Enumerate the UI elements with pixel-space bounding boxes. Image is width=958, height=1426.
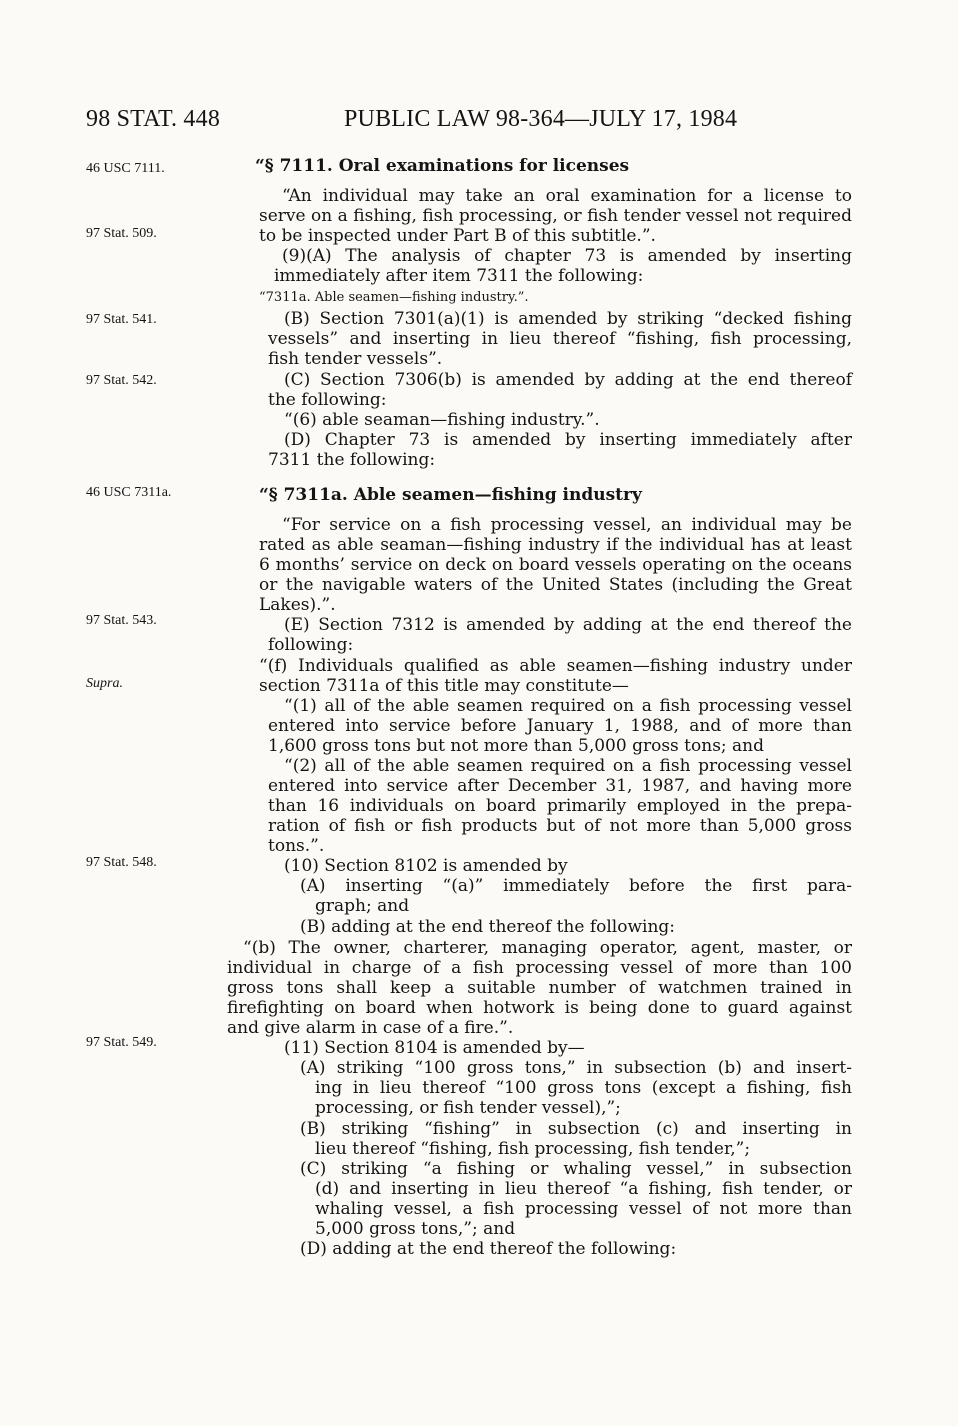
text-line: “(f) Individuals qualified as able seamen—fishing industry under [259, 656, 852, 676]
text-line: or the navigable waters of the United States (including the Great [259, 575, 852, 595]
text-line: “7311a. Able seamen—fishing industry.”. [259, 290, 529, 305]
text-line: (B) adding at the end thereof the following: [300, 917, 676, 937]
text-line: (D) adding at the end thereof the following: [300, 1239, 677, 1259]
text-line: (10) Section 8102 is amended by [284, 856, 568, 876]
section-heading: “§ 7311a. Able seamen—fishing industry [259, 485, 642, 505]
text-line: 6 months’ service on deck on board vessels operating on the oceans [259, 555, 852, 575]
text-line: “For service on a fish processing vessel, an individual may be [282, 515, 852, 535]
text-line: entered into service before January 1, 1988, and of more than [268, 716, 852, 736]
text-line: (D) Chapter 73 is amended by inserting immediately after [284, 430, 852, 450]
text-line: (A) striking “100 gross tons,” in subsection (b) and insert- [300, 1058, 852, 1078]
stat-page-number: 98 STAT. 448 [86, 106, 221, 132]
text-line: tons.”. [268, 836, 325, 856]
text-line: than 16 individuals on board primarily employed in the prepa- [268, 796, 852, 816]
text-line: “An individual may take an oral examination for a license to [282, 186, 852, 206]
text-line: vessels” and inserting in lieu thereof “fishing, fish processing, [268, 329, 852, 349]
text-line: (A) inserting “(a)” immediately before the first para- [300, 876, 852, 896]
text-line: individual in charge of a fish processing vessel of more than 100 [227, 958, 852, 978]
text-line: rated as able seaman—fishing industry if the individual has at least [259, 535, 852, 555]
margin-note: 97 Stat. 509. [86, 226, 157, 241]
text-line: the following: [268, 390, 387, 410]
text-line: Lakes).”. [259, 595, 336, 615]
text-line: entered into service after December 31, 1987, and having more [268, 776, 852, 796]
text-line: 7311 the following: [268, 450, 436, 470]
text-line: gross tons shall keep a suitable number of watchmen trained in [227, 978, 852, 998]
text-line: section 7311a of this title may constitute— [259, 676, 629, 696]
text-line: ing in lieu thereof “100 gross tons (except a fishing, fish [315, 1078, 852, 1098]
margin-note: 97 Stat. 548. [86, 855, 157, 870]
text-line: immediately after item 7311 the following: [274, 266, 644, 286]
margin-note: 97 Stat. 542. [86, 373, 157, 388]
section-heading: “§ 7111. Oral examinations for licenses [255, 156, 630, 176]
text-line: serve on a fishing, fish processing, or fish tender vessel not required [259, 206, 852, 226]
margin-note: 97 Stat. 541. [86, 312, 157, 327]
margin-note: Supra. [86, 676, 123, 691]
text-line: (B) striking “fishing” in subsection (c) and inserting in [300, 1119, 852, 1139]
text-line: (d) and inserting in lieu thereof “a fishing, fish tender, or [315, 1179, 852, 1199]
text-line: processing, or fish tender vessel),”; [315, 1098, 621, 1118]
text-line: and give alarm in case of a fire.”. [227, 1018, 514, 1038]
text-line: whaling vessel, a fish processing vessel of not more than [315, 1199, 852, 1219]
margin-note: 46 USC 7311a. [86, 485, 172, 500]
text-line: “(6) able seaman—fishing industry.”. [284, 410, 600, 430]
running-title: PUBLIC LAW 98-364—JULY 17, 1984 [344, 106, 738, 132]
text-line: to be inspected under Part B of this subtitle.”. [259, 226, 656, 246]
text-line: (B) Section 7301(a)(1) is amended by striking “decked fishing [284, 309, 852, 329]
text-line: graph; and [315, 896, 410, 916]
text-line: (C) Section 7306(b) is amended by adding at the end thereof [284, 370, 852, 390]
text-line: “(b) The owner, charterer, managing operator, agent, master, or [243, 938, 852, 958]
margin-note: 97 Stat. 549. [86, 1035, 157, 1050]
text-line: firefighting on board when hotwork is being done to guard against [227, 998, 852, 1018]
text-line: 5,000 gross tons,”; and [315, 1219, 516, 1239]
text-line: fish tender vessels”. [268, 349, 443, 369]
text-line: lieu thereof “fishing, fish processing, fish tender,”; [315, 1139, 751, 1159]
text-line: ration of fish or fish products but of not more than 5,000 gross [268, 816, 852, 836]
margin-note: 97 Stat. 543. [86, 613, 157, 628]
text-line: (C) striking “a fishing or whaling vessel,” in subsection [300, 1159, 852, 1179]
text-line: 1,600 gross tons but not more than 5,000 gross tons; and [268, 736, 765, 756]
text-line: “(2) all of the able seamen required on a fish processing vessel [284, 756, 852, 776]
text-line: following: [268, 635, 354, 655]
text-line: (E) Section 7312 is amended by adding at the end thereof the [284, 615, 852, 635]
text-line: (9)(A) The analysis of chapter 73 is amended by inserting [282, 246, 852, 266]
margin-note: 46 USC 7111. [86, 161, 165, 176]
text-line: “(1) all of the able seamen required on a fish processing vessel [284, 696, 852, 716]
text-line: (11) Section 8104 is amended by— [284, 1038, 585, 1058]
